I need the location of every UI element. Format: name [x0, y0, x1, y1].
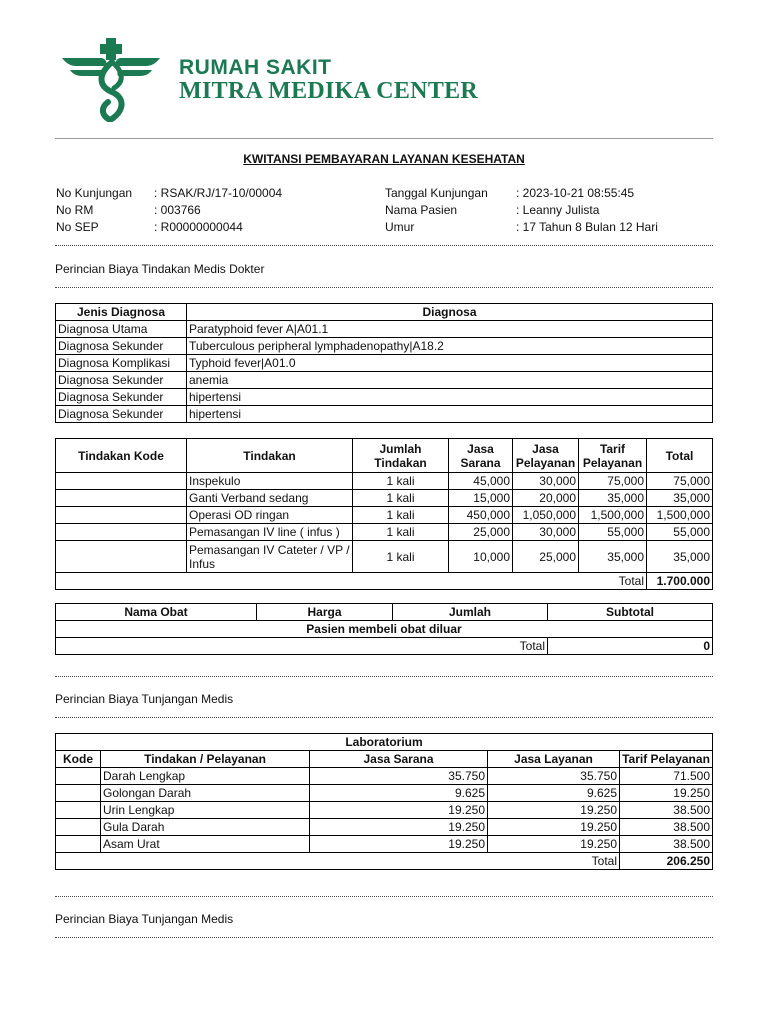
- no-sep-value: : R00000000044: [154, 220, 243, 234]
- tindakan-pelayanan: 30,000: [513, 473, 579, 490]
- nama-value: : Leanny Julista: [516, 203, 600, 217]
- table-row: [56, 406, 713, 423]
- no-rm-label: No RM: [56, 203, 94, 217]
- lab-kode: [56, 768, 101, 785]
- section-tindakan-label: Perincian Biaya Tindakan Medis Dokter: [55, 262, 265, 276]
- table-row: [56, 372, 713, 389]
- tindakan-tarif: 35,000: [579, 490, 647, 507]
- diagnosa-header-diagnosa: Diagnosa: [187, 304, 713, 321]
- tindakan-header-pelayanan: Jasa Pelayanan: [513, 439, 579, 473]
- divider: [55, 676, 713, 677]
- hospital-logo-icon: [62, 38, 162, 122]
- tindakan-tarif: 75,000: [579, 473, 647, 490]
- tindakan-header-total: Total: [647, 439, 713, 473]
- table-row: [56, 524, 713, 541]
- obat-header-jumlah: Jumlah: [393, 604, 548, 621]
- tindakan-pelayanan: 25,000: [513, 541, 579, 573]
- lab-header-layanan: Jasa Layanan: [488, 751, 620, 768]
- lab-tarif: 19.250: [620, 785, 713, 802]
- section-tunjangan-label: Perincian Biaya Tunjangan Medis: [55, 692, 234, 706]
- lab-tindakan: Darah Lengkap: [101, 768, 310, 785]
- tindakan-kode: [56, 524, 187, 541]
- tindakan-nama: Pemasangan IV line ( infus ): [187, 524, 353, 541]
- tindakan-sarana: 25,000: [449, 524, 513, 541]
- obat-table: [55, 603, 713, 655]
- tindakan-nama: Inspekulo: [187, 473, 353, 490]
- lab-tindakan: Gula Darah: [101, 819, 310, 836]
- header-divider: [55, 138, 713, 139]
- divider: [55, 937, 713, 938]
- section-tunjangan-label-2: Perincian Biaya Tunjangan Medis: [55, 912, 234, 926]
- table-row: [56, 473, 713, 490]
- diagnosa-value: hipertensi: [187, 406, 713, 423]
- tindakan-pelayanan: 20,000: [513, 490, 579, 507]
- divider: [55, 287, 713, 288]
- tindakan-pelayanan: 30,000: [513, 524, 579, 541]
- lab-tindakan: Asam Urat: [101, 836, 310, 853]
- tanggal-value: : 2023-10-21 08:55:45: [516, 186, 635, 200]
- lab-sarana: 19.250: [310, 802, 488, 819]
- table-row: [56, 768, 713, 785]
- tindakan-total: 55,000: [647, 524, 713, 541]
- lab-sarana: 35.750: [310, 768, 488, 785]
- lab-header-sarana: Jasa Sarana: [310, 751, 488, 768]
- no-kunjungan-label: No Kunjungan: [56, 186, 133, 200]
- tindakan-pelayanan: 1,050,000: [513, 507, 579, 524]
- nama-label: Nama Pasien: [385, 203, 458, 217]
- tindakan-tarif: 1,500,000: [579, 507, 647, 524]
- diagnosa-table: [55, 303, 713, 423]
- diagnosa-jenis: Diagnosa Komplikasi: [56, 355, 187, 372]
- diagnosa-value: Tuberculous peripheral lymphadenopathy|A18.2: [187, 338, 713, 355]
- divider: [55, 896, 713, 897]
- lab-tarif: 38.500: [620, 819, 713, 836]
- tindakan-total: 35,000: [647, 541, 713, 573]
- lab-kode: [56, 819, 101, 836]
- tindakan-header-tarif: Tarif Pelayanan: [579, 439, 647, 473]
- no-kunjungan-value: : RSAK/RJ/17-10/00004: [154, 186, 283, 200]
- tindakan-jumlah: 1 kali: [353, 507, 449, 524]
- document-title: KWITANSI PEMBAYARAN LAYANAN KESEHATAN: [243, 152, 525, 166]
- table-row: [56, 819, 713, 836]
- lab-layanan: 19.250: [488, 802, 620, 819]
- lab-kode: [56, 836, 101, 853]
- tindakan-jumlah: 1 kali: [353, 473, 449, 490]
- obat-note: Pasien membeli obat diluar: [56, 621, 713, 638]
- table-row: [56, 836, 713, 853]
- lab-header-kode: Kode: [56, 751, 101, 768]
- table-row: [56, 507, 713, 524]
- tindakan-jumlah: 1 kali: [353, 541, 449, 573]
- tindakan-sarana: 10,000: [449, 541, 513, 573]
- diagnosa-jenis: Diagnosa Sekunder: [56, 406, 187, 423]
- table-row: [56, 785, 713, 802]
- tindakan-nama: Operasi OD ringan: [187, 507, 353, 524]
- tindakan-jumlah: 1 kali: [353, 490, 449, 507]
- table-row: [56, 802, 713, 819]
- lab-kode: [56, 802, 101, 819]
- tindakan-header-sarana: Jasa Sarana: [449, 439, 513, 473]
- table-row: [56, 355, 713, 372]
- tindakan-nama: Ganti Verband sedang: [187, 490, 353, 507]
- tindakan-kode: [56, 541, 187, 573]
- no-rm-value: : 003766: [154, 203, 201, 217]
- tindakan-sarana: 15,000: [449, 490, 513, 507]
- lab-total-label: Total: [56, 853, 620, 870]
- divider: [55, 245, 713, 246]
- tindakan-grand-total: 1.700.000: [647, 573, 713, 590]
- umur-label: Umur: [385, 220, 415, 234]
- obat-total-value: 0: [548, 638, 713, 655]
- lab-sarana: 19.250: [310, 836, 488, 853]
- umur-value: : 17 Tahun 8 Bulan 12 Hari: [516, 220, 658, 234]
- table-row: [56, 490, 713, 507]
- lab-tindakan: Urin Lengkap: [101, 802, 310, 819]
- tindakan-tarif: 35,000: [579, 541, 647, 573]
- diagnosa-jenis: Diagnosa Sekunder: [56, 338, 187, 355]
- tindakan-table: [55, 438, 713, 590]
- obat-total-label: Total: [56, 638, 548, 655]
- lab-sarana: 9.625: [310, 785, 488, 802]
- tindakan-total-label: Total: [56, 573, 647, 590]
- tindakan-sarana: 450,000: [449, 507, 513, 524]
- diagnosa-value: Paratyphoid fever A|A01.1: [187, 321, 713, 338]
- brand-line2: MITRA MEDIKA CENTER: [179, 78, 479, 104]
- lab-header-tarif: Tarif Pelayanan: [620, 751, 713, 768]
- obat-header-nama: Nama Obat: [56, 604, 257, 621]
- tindakan-total: 1,500,000: [647, 507, 713, 524]
- lab-sarana: 19.250: [310, 819, 488, 836]
- tindakan-header-jumlah: Jumlah Tindakan: [353, 439, 449, 473]
- diagnosa-value: Typhoid fever|A01.0: [187, 355, 713, 372]
- lab-layanan: 35.750: [488, 768, 620, 785]
- tanggal-label: Tanggal Kunjungan: [385, 186, 488, 200]
- lab-layanan: 9.625: [488, 785, 620, 802]
- obat-header-subtotal: Subtotal: [548, 604, 713, 621]
- no-sep-label: No SEP: [56, 220, 99, 234]
- lab-tarif: 38.500: [620, 802, 713, 819]
- tindakan-header-kode: Tindakan Kode: [56, 439, 187, 473]
- tindakan-header-tindakan: Tindakan: [187, 439, 353, 473]
- diagnosa-value: anemia: [187, 372, 713, 389]
- lab-header-tindakan: Tindakan / Pelayanan: [101, 751, 310, 768]
- obat-header-harga: Harga: [257, 604, 393, 621]
- lab-total-value: 206.250: [620, 853, 713, 870]
- diagnosa-header-jenis: Jenis Diagnosa: [56, 304, 187, 321]
- diagnosa-jenis: Diagnosa Sekunder: [56, 372, 187, 389]
- lab-layanan: 19.250: [488, 836, 620, 853]
- tindakan-kode: [56, 490, 187, 507]
- tindakan-kode: [56, 473, 187, 490]
- table-row: [56, 541, 713, 573]
- lab-table: [55, 733, 713, 870]
- diagnosa-jenis: Diagnosa Utama: [56, 321, 187, 338]
- table-row: [56, 389, 713, 406]
- lab-kode: [56, 785, 101, 802]
- tindakan-sarana: 45,000: [449, 473, 513, 490]
- lab-tarif: 71.500: [620, 768, 713, 785]
- tindakan-tarif: 55,000: [579, 524, 647, 541]
- tindakan-total: 75,000: [647, 473, 713, 490]
- lab-layanan: 19.250: [488, 819, 620, 836]
- tindakan-kode: [56, 507, 187, 524]
- tindakan-jumlah: 1 kali: [353, 524, 449, 541]
- tindakan-nama: Pemasangan IV Cateter / VP / Infus: [187, 541, 353, 573]
- brand-line1: RUMAH SAKIT: [179, 56, 332, 79]
- diagnosa-jenis: Diagnosa Sekunder: [56, 389, 187, 406]
- lab-tindakan: Golongan Darah: [101, 785, 310, 802]
- table-row: [56, 321, 713, 338]
- table-row: [56, 338, 713, 355]
- lab-title: Laboratorium: [56, 734, 713, 751]
- tindakan-total: 35,000: [647, 490, 713, 507]
- divider: [55, 717, 713, 718]
- diagnosa-value: hipertensi: [187, 389, 713, 406]
- lab-tarif: 38.500: [620, 836, 713, 853]
